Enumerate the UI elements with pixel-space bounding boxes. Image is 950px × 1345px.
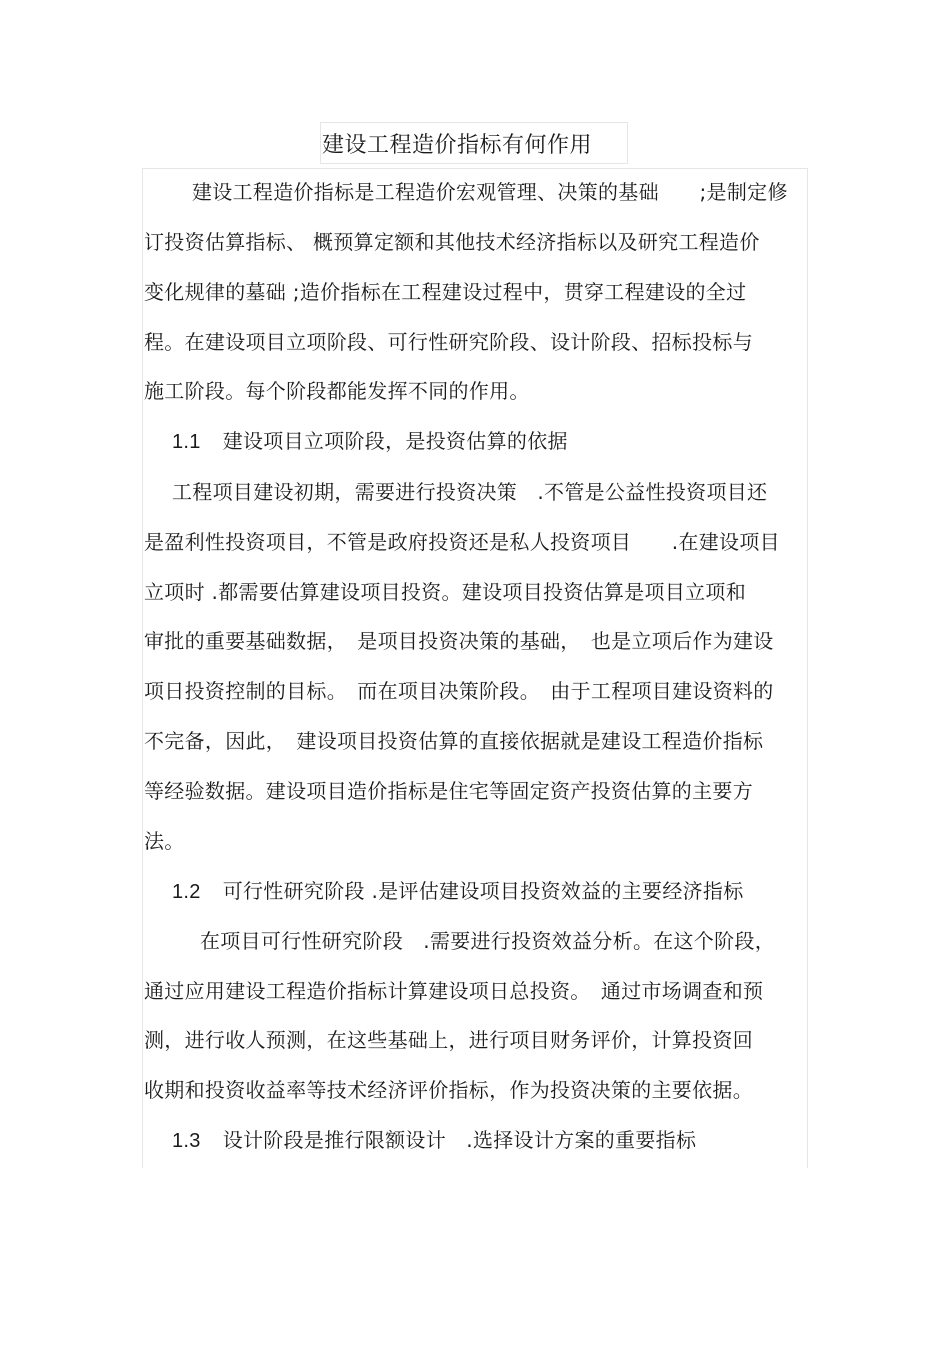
paragraph-line: 项日投资控制的目标。 而在项目决策阶段。 由于工程项目建设资料的 <box>144 679 774 703</box>
paragraph-line: 不完备，因此， 建设项目投资估算的直接依据就是建设工程造价指标 <box>144 729 764 753</box>
section-heading-text: 可行性研究阶段 .是评估建设项目投资效益的主要经济指标 <box>222 879 744 903</box>
section-heading-text: 设计阶段是推行限额设计 .选择设计方案的重要指标 <box>222 1128 697 1152</box>
section-heading-1-1 <box>172 427 568 456</box>
document-title: 建设工程造价指标有何作用 <box>322 133 593 158</box>
paragraph-line: 是盈利性投资项目，不管是政府投资还是私人投资项目 .在建设项目 <box>144 530 780 554</box>
section-number: 1.1 <box>172 431 201 453</box>
section-number: 1.3 <box>172 1130 201 1152</box>
paragraph-line: 等经验数据。建设项目造价指标是住宅等固定资产投资估算的主要方 <box>144 779 753 803</box>
section-heading-text: 建设项目立项阶段，是投资估算的依据 <box>222 429 568 453</box>
paragraph-line: 在项目可行性研究阶段 .需要进行投资效益分析。在这个阶段， <box>200 929 776 953</box>
paragraph-line: 测，进行收人预测，在这些基础上，进行项目财务评价，计算投资回 <box>144 1028 753 1052</box>
content-frame <box>142 168 808 1168</box>
paragraph-line: 审批的重要基础数据， 是项目投资决策的基础， 也是立项后作为建设 <box>144 629 774 653</box>
section-heading-1-3 <box>172 1126 696 1155</box>
paragraph-line: 收期和投资收益率等技术经济评价指标，作为投资决策的主要依据。 <box>144 1078 753 1102</box>
section-heading-1-2 <box>172 877 744 906</box>
paragraph-line: 建设工程造价指标是工程造价宏观管理、决策的基础 ;是制定修 <box>192 180 788 204</box>
paragraph-line: 订投资估算指标、 概预算定额和其他技术经济指标以及研究工程造价 <box>144 230 760 254</box>
paragraph-line: 变化规律的墓础 ;造价指标在工程建设过程中，贯穿工程建设的全过 <box>144 280 747 304</box>
paragraph-line: 通过应用建设工程造价指标计算建设项日总投资。 通过市场调查和预 <box>144 979 764 1003</box>
paragraph-line: 施工阶段。每个阶段都能发挥不同的作用。 <box>144 379 530 403</box>
paragraph-line: 工程项目建设初期，需要进行投资决策 .不管是公益性投资项目还 <box>172 480 768 504</box>
section-number: 1.2 <box>172 881 201 903</box>
paragraph-line: 程。在建设项目立项阶段、可行性研究阶段、设计阶段、招标投标与 <box>144 330 753 354</box>
paragraph-line: 立项时 .都需要估算建设项目投资。建设项目投资估算是项目立项和 <box>144 580 747 604</box>
paragraph-line: 法。 <box>144 829 185 853</box>
